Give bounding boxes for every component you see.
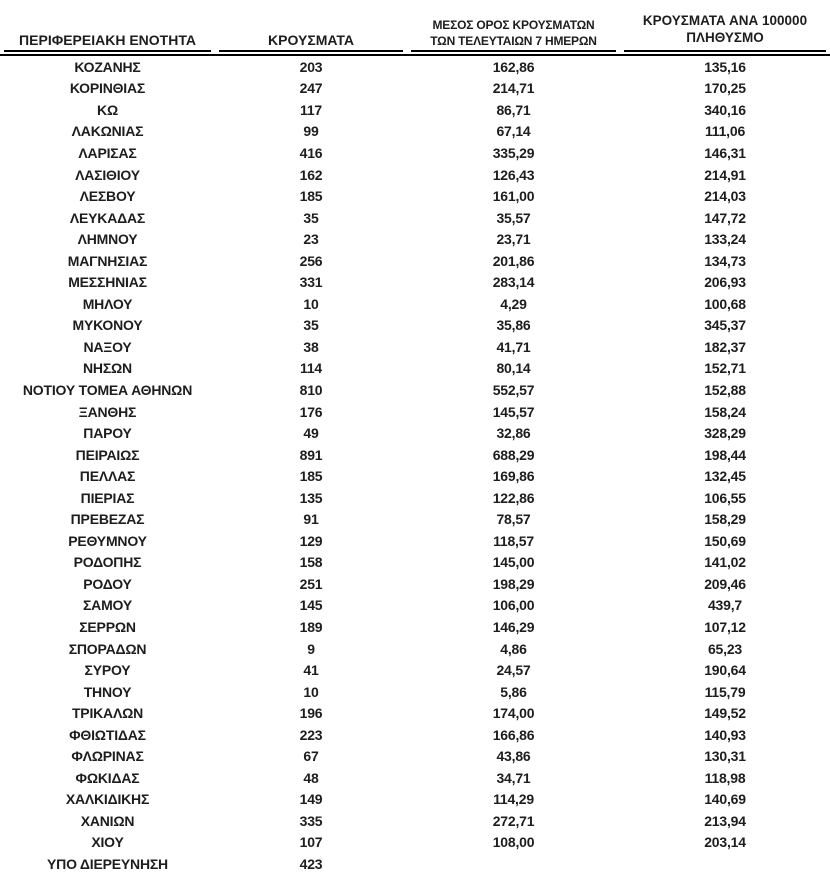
per100k-cell: 213,94 <box>704 812 746 829</box>
column-header-cases-label: ΚΡΟΥΣΜΑΤΑ <box>268 32 354 48</box>
per100k-cell: 170,25 <box>704 80 746 97</box>
per100k-cell: 115,79 <box>704 683 746 700</box>
per100k-cell: 107,12 <box>704 618 746 635</box>
avg7-cell: 198,29 <box>492 575 535 592</box>
region-cell: ΜΗΛΟΥ <box>82 295 133 312</box>
table-row <box>0 767 830 789</box>
table-row <box>0 595 830 617</box>
per100k-cell: 206,93 <box>704 274 746 291</box>
table-row <box>0 358 830 380</box>
column-header-avg7-line1: ΜΕΣΟΣ ΟΡΟΣ ΚΡΟΥΣΜΑΤΩΝ <box>432 18 595 32</box>
column-header-per100k <box>624 0 826 52</box>
region-cell: ΦΩΚΙΔΑΣ <box>75 769 140 786</box>
table-row <box>0 250 830 272</box>
region-cell: ΧΑΝΙΩΝ <box>80 812 135 829</box>
region-cell: ΦΛΩΡΙΝΑΣ <box>71 748 144 765</box>
region-cell: ΝΟΤΙΟΥ ΤΟΜΕΑ ΑΘΗΝΩΝ <box>22 381 193 398</box>
cases-cell: 331 <box>299 274 323 291</box>
avg7-cell: 108,00 <box>492 834 535 851</box>
cases-cell: 23 <box>303 231 319 248</box>
avg7-cell: 80,14 <box>496 360 531 377</box>
per100k-cell: 146,31 <box>704 144 746 161</box>
cases-cell: 251 <box>299 575 323 592</box>
avg7-cell: 145,57 <box>492 403 535 420</box>
per100k-cell: 133,24 <box>704 231 746 248</box>
cases-cell: 162 <box>299 166 323 183</box>
cases-cell: 67 <box>303 748 319 765</box>
avg7-cell: 23,71 <box>496 231 531 248</box>
avg7-cell: 169,86 <box>492 468 535 485</box>
table-row <box>0 853 830 875</box>
per100k-cell: 214,03 <box>704 188 746 205</box>
cases-cell: 810 <box>299 381 323 398</box>
region-cell: ΚΟΡΙΝΘΙΑΣ <box>69 80 146 97</box>
avg7-cell: 145,00 <box>492 554 535 571</box>
region-cell: ΠΡΕΒΕΖΑΣ <box>70 511 145 528</box>
cases-cell: 35 <box>303 317 319 334</box>
avg7-cell: 118,57 <box>493 532 534 549</box>
avg7-cell: 166,86 <box>492 726 535 743</box>
region-cell: ΠΕΙΡΑΙΩΣ <box>75 446 140 463</box>
table-row <box>0 638 830 660</box>
per100k-cell: 140,93 <box>704 726 746 743</box>
region-cell: ΧΑΛΚΙΔΙΚΗΣ <box>65 791 150 808</box>
cases-cell: 891 <box>299 446 323 463</box>
region-cell: ΣΥΡΟΥ <box>84 662 131 679</box>
per100k-cell: 190,64 <box>704 662 746 679</box>
cases-cell: 38 <box>303 338 319 355</box>
table-row <box>0 659 830 681</box>
cases-cell: 203 <box>299 58 323 75</box>
region-cell: ΠΙΕΡΙΑΣ <box>80 489 135 506</box>
cases-cell: 35 <box>303 209 319 226</box>
table-row <box>0 379 830 401</box>
cases-cell: 91 <box>303 511 319 528</box>
cases-cell: 189 <box>299 618 323 635</box>
per100k-cell: 65,23 <box>707 640 743 657</box>
avg7-cell: 67,14 <box>496 123 531 140</box>
avg7-cell: 34,71 <box>496 769 531 786</box>
region-cell: ΡΟΔΟΥ <box>83 575 132 592</box>
table-row <box>0 401 830 423</box>
table-row <box>0 336 830 358</box>
per100k-cell: 132,45 <box>704 468 746 485</box>
table-row <box>0 422 830 444</box>
avg7-cell: 162,86 <box>492 58 535 75</box>
region-cell: ΛΑΣΙΘΙΟΥ <box>75 166 140 183</box>
cases-cell: 41 <box>303 662 319 679</box>
cases-cell: 176 <box>299 403 323 420</box>
per100k-cell: 439,7 <box>707 597 743 614</box>
per100k-cell: 140,69 <box>704 791 746 808</box>
avg7-cell: 335,29 <box>492 144 535 161</box>
cases-cell: 99 <box>303 123 319 140</box>
region-cell: ΚΩ <box>97 101 118 118</box>
per100k-cell: 141,02 <box>704 554 746 571</box>
region-cell: ΛΕΥΚΑΔΑΣ <box>69 209 146 226</box>
table-row <box>0 185 830 207</box>
region-cell: ΚΟΖΑΝΗΣ <box>74 58 141 75</box>
per100k-cell: 203,14 <box>704 834 746 851</box>
region-cell: ΡΟΔΟΠΗΣ <box>73 554 142 571</box>
per100k-cell: 328,29 <box>704 425 746 442</box>
avg7-cell: 272,71 <box>492 812 535 829</box>
table-row <box>0 573 830 595</box>
region-cell: ΠΕΛΛΑΣ <box>79 468 136 485</box>
column-header-region <box>4 0 211 52</box>
region-cell: ΜΥΚΟΝΟΥ <box>72 317 143 334</box>
cases-cell: 49 <box>303 425 319 442</box>
region-cell: ΠΑΡΟΥ <box>83 425 132 442</box>
column-header-region-label: ΠΕΡΙΦΕΡΕΙΑΚΗ ΕΝΟΤΗΤΑ <box>19 32 196 48</box>
cases-cell: 185 <box>299 188 323 205</box>
table-row <box>0 508 830 530</box>
avg7-cell: 41,71 <box>496 338 531 355</box>
table-row <box>0 552 830 574</box>
region-cell: ΝΗΣΩΝ <box>83 360 132 377</box>
per100k-cell: 130,31 <box>704 748 746 765</box>
table-row <box>0 810 830 832</box>
per100k-cell: 198,44 <box>704 446 746 463</box>
table-row <box>0 487 830 509</box>
avg7-cell: 283,14 <box>492 274 535 291</box>
region-cell: ΦΘΙΩΤΙΔΑΣ <box>69 726 146 743</box>
table-body <box>0 56 830 875</box>
per100k-cell: 147,72 <box>704 209 746 226</box>
cases-cell: 10 <box>303 295 319 312</box>
cases-cell: 223 <box>299 726 323 743</box>
cases-cell: 149 <box>299 791 323 808</box>
table-row <box>0 465 830 487</box>
avg7-cell: 201,86 <box>492 252 535 269</box>
column-header-avg7-line2: ΤΩΝ ΤΕΛΕΥΤΑΙΩΝ 7 ΗΜΕΡΩΝ <box>430 33 597 48</box>
avg7-cell: 106,00 <box>492 597 535 614</box>
per100k-cell: 100,68 <box>704 295 746 312</box>
per100k-cell: 149,52 <box>704 705 746 722</box>
cases-cell: 48 <box>303 769 319 786</box>
table-row <box>0 78 830 100</box>
table-row <box>0 56 830 78</box>
avg7-cell: 114,29 <box>493 791 534 808</box>
per100k-cell: 214,91 <box>704 166 746 183</box>
region-cell: ΤΡΙΚΑΛΩΝ <box>71 705 144 722</box>
region-cell: ΛΕΣΒΟΥ <box>79 188 136 205</box>
table-row <box>0 142 830 164</box>
cases-cell: 114 <box>300 360 322 377</box>
cases-cell: 129 <box>299 532 323 549</box>
table-row <box>0 164 830 186</box>
avg7-cell: 24,57 <box>496 662 531 679</box>
avg7-cell: 174,00 <box>492 705 535 722</box>
per100k-cell: 182,37 <box>704 338 746 355</box>
cases-cell: 10 <box>303 683 319 700</box>
region-cell: ΤΗΝΟΥ <box>83 683 132 700</box>
avg7-cell: 4,29 <box>500 295 527 312</box>
cases-cell: 107 <box>299 834 323 851</box>
per100k-cell: 152,88 <box>704 381 746 398</box>
region-cell: ΣΕΡΡΩΝ <box>79 618 136 635</box>
per100k-cell: 150,69 <box>704 532 746 549</box>
region-cell: ΣΑΜΟΥ <box>82 597 132 614</box>
table-row <box>0 444 830 466</box>
region-cell: ΞΑΝΘΗΣ <box>78 403 137 420</box>
region-cell: ΥΠΟ ΔΙΕΡΕΥΝΗΣΗ <box>47 856 168 872</box>
region-cell: ΣΠΟΡΑΔΩΝ <box>68 640 147 657</box>
avg7-cell: 126,43 <box>492 166 535 183</box>
per100k-cell: 134,73 <box>704 252 746 269</box>
region-cell: ΛΑΚΩΝΙΑΣ <box>71 123 144 140</box>
table-row <box>0 315 830 337</box>
avg7-cell: 86,71 <box>496 101 531 118</box>
avg7-cell: 552,57 <box>492 381 535 398</box>
avg7-cell: 35,57 <box>496 209 531 226</box>
per100k-cell: 118,98 <box>704 769 746 786</box>
column-header-avg7 <box>411 0 616 52</box>
table-row <box>0 832 830 854</box>
per100k-cell: 135,16 <box>704 58 746 75</box>
region-cell: ΡΕΘΥΜΝΟΥ <box>68 532 147 549</box>
table-row <box>0 207 830 229</box>
table-row <box>0 702 830 724</box>
avg7-cell: 4,86 <box>500 640 527 657</box>
avg7-cell: 161,00 <box>492 188 535 205</box>
per100k-cell: 340,16 <box>704 101 746 118</box>
cases-cell: 135 <box>299 489 323 506</box>
avg7-cell: 78,57 <box>496 511 531 528</box>
table-row <box>0 293 830 315</box>
column-header-per100k-line1: ΚΡΟΥΣΜΑΤΑ ΑΝΑ 100000 <box>642 13 808 28</box>
avg7-cell: 5,86 <box>500 683 527 700</box>
avg7-cell: 35,86 <box>496 317 531 334</box>
per100k-cell: 106,55 <box>704 489 746 506</box>
per100k-cell: 158,24 <box>704 403 746 420</box>
table-row <box>0 616 830 638</box>
cases-cell: 247 <box>299 80 323 97</box>
cases-cell: 423 <box>299 856 323 872</box>
avg7-cell: 214,71 <box>492 80 535 97</box>
table-row <box>0 789 830 811</box>
table-row <box>0 271 830 293</box>
cases-cell: 416 <box>299 144 323 161</box>
cases-cell: 196 <box>299 705 323 722</box>
avg7-cell: 32,86 <box>496 425 531 442</box>
cases-cell: 256 <box>299 252 323 269</box>
table-row <box>0 228 830 250</box>
cases-cell: 145 <box>299 597 323 614</box>
per100k-cell: 209,46 <box>704 575 746 592</box>
avg7-cell: 122,86 <box>492 489 535 506</box>
per100k-cell: 158,29 <box>704 511 746 528</box>
cases-cell: 185 <box>299 468 323 485</box>
per100k-cell: 345,37 <box>704 317 746 334</box>
table-row <box>0 681 830 703</box>
table-header <box>0 0 830 52</box>
cases-cell: 9 <box>307 640 315 657</box>
avg7-cell: 43,86 <box>496 748 531 765</box>
table-row <box>0 530 830 552</box>
cases-cell: 158 <box>299 554 323 571</box>
table-row <box>0 724 830 746</box>
per100k-cell: 152,71 <box>704 360 746 377</box>
region-cell: ΝΑΞΟΥ <box>83 338 132 355</box>
region-cell: ΛΗΜΝΟΥ <box>77 231 138 248</box>
table-row <box>0 99 830 121</box>
per100k-cell: 111,06 <box>704 123 746 140</box>
avg7-cell: 688,29 <box>492 446 535 463</box>
column-header-cases <box>219 0 403 52</box>
table-row <box>0 121 830 143</box>
region-cell: ΜΑΓΝΗΣΙΑΣ <box>67 252 148 269</box>
column-header-per100k-line2: ΠΛΗΘΥΣΜΟ <box>686 29 764 45</box>
table-row <box>0 746 830 768</box>
region-cell: ΧΙΟΥ <box>91 834 124 851</box>
cases-cell: 117 <box>300 101 322 118</box>
avg7-cell: 146,29 <box>492 618 535 635</box>
region-cell: ΛΑΡΙΣΑΣ <box>78 144 137 161</box>
cases-cell: 335 <box>299 812 323 829</box>
region-cell: ΜΕΣΣΗΝΙΑΣ <box>68 274 147 291</box>
